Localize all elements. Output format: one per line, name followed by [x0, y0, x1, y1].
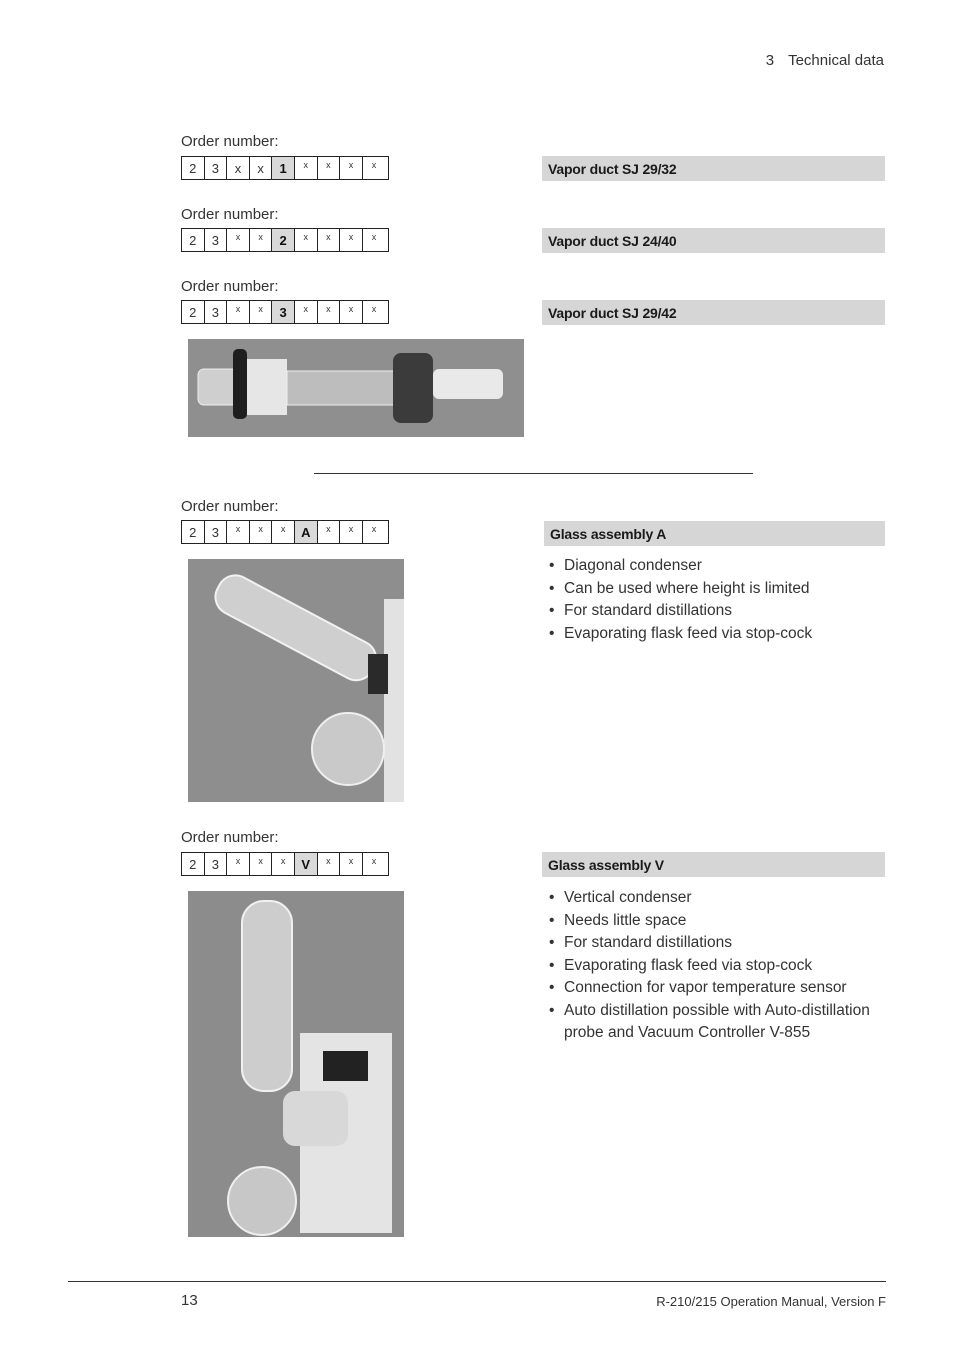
feature-list — [549, 555, 879, 645]
order-code-digit: 2 — [182, 521, 205, 543]
order-code-digit: 3 — [205, 229, 228, 251]
order-code-digit: x — [371, 524, 377, 534]
feature-item: • Auto distillation possible with Auto-distillation probe and Vacuum Controller V-855 — [549, 1000, 885, 1045]
section-title: Glass assembly V — [542, 852, 885, 877]
feature-item: • Diagonal condenser — [549, 555, 879, 578]
order-code-digit: x — [318, 157, 341, 179]
section-title: Vapor duct SJ 29/42 — [542, 300, 885, 325]
order-number-label: Order number: — [181, 133, 279, 150]
order-code-digit: 3 — [205, 301, 228, 323]
footer-rule — [68, 1281, 886, 1282]
order-code-digit: 2 — [182, 301, 205, 323]
vapor-duct-photo — [188, 339, 524, 437]
order-code — [181, 852, 389, 876]
section-title: Glass assembly A — [544, 521, 885, 546]
order-code-digit: V — [295, 853, 318, 875]
feature-item: • Evaporating flask feed via stop-cock — [549, 623, 879, 646]
order-code-digit: x — [340, 521, 363, 543]
order-code-digit: 2 — [182, 229, 205, 251]
section-title: Vapor duct SJ 29/32 — [542, 156, 885, 181]
feature-item: • For standard distillations — [549, 932, 885, 955]
order-code-digit: 3 — [205, 157, 228, 179]
order-code-digit: x — [250, 853, 273, 875]
order-code-digit: x — [227, 521, 250, 543]
order-code-digit: x — [295, 229, 318, 251]
order-number-label: Order number: — [181, 829, 279, 846]
order-code-digit: x — [318, 521, 341, 543]
order-code-digit: x — [318, 301, 341, 323]
feature-item: • Can be used where height is limited — [549, 578, 879, 601]
order-number-label: Order number: — [181, 206, 279, 223]
section-divider — [314, 473, 753, 474]
order-number-label: Order number: — [181, 278, 279, 295]
order-code-digit: x — [227, 229, 250, 251]
order-code-digit: x — [295, 301, 318, 323]
order-code-digit: x — [250, 301, 273, 323]
order-code-digit: x — [250, 157, 273, 179]
section-title: Vapor duct SJ 24/40 — [542, 228, 885, 253]
feature-item: • Vertical condenser — [549, 887, 885, 910]
glass-assembly-a-photo — [188, 559, 404, 802]
feature-item: • Evaporating flask feed via stop-cock — [549, 955, 885, 978]
order-code-digit: x — [371, 160, 377, 170]
page-header — [766, 52, 884, 69]
order-code-digit: x — [318, 853, 341, 875]
glass-assembly-v-photo — [188, 891, 404, 1237]
order-code-digit: x — [340, 301, 363, 323]
chapter-number: 3 — [765, 52, 775, 69]
order-code-digit: 2 — [272, 229, 295, 251]
feature-list — [549, 887, 885, 1045]
glass-assembly-v-illustration — [188, 891, 404, 1237]
chapter-title: Technical data — [788, 52, 884, 69]
order-code-digit: 3 — [272, 301, 295, 323]
order-code-digit: 2 — [182, 157, 205, 179]
order-code-digit: x — [272, 521, 295, 543]
order-code-digit: x — [250, 521, 273, 543]
order-code-digit: A — [295, 521, 318, 543]
order-code-digit: x — [371, 304, 377, 314]
order-code-digit: 3 — [205, 521, 228, 543]
order-code-digit: x — [250, 229, 273, 251]
order-code-digit: x — [227, 853, 250, 875]
feature-item: • Connection for vapor temperature sensor — [549, 977, 885, 1000]
order-code — [181, 300, 389, 324]
order-code-digit: x — [371, 856, 377, 866]
order-code-digit: x — [227, 301, 250, 323]
order-number-label: Order number: — [181, 498, 279, 515]
manual-title: R-210/215 Operation Manual, Version F — [656, 1294, 886, 1309]
order-code — [181, 156, 389, 180]
order-code — [181, 228, 389, 252]
order-code-digit: x — [318, 229, 341, 251]
order-code-digit: x — [340, 229, 363, 251]
order-code-digit: x — [340, 853, 363, 875]
page-number: 13 — [181, 1292, 198, 1309]
feature-item: • For standard distillations — [549, 600, 879, 623]
order-code-digit: x — [340, 157, 363, 179]
vapor-duct-illustration — [188, 339, 524, 437]
order-code-digit: x — [227, 157, 250, 179]
order-code-digit: 3 — [205, 853, 228, 875]
order-code-digit: x — [272, 853, 295, 875]
glass-assembly-a-illustration — [188, 559, 404, 802]
order-code — [181, 520, 389, 544]
order-code-digit: 2 — [182, 853, 205, 875]
order-code-digit: x — [295, 157, 318, 179]
feature-item: • Needs little space — [549, 910, 885, 933]
order-code-digit: x — [371, 232, 377, 242]
order-code-digit: 1 — [272, 157, 295, 179]
